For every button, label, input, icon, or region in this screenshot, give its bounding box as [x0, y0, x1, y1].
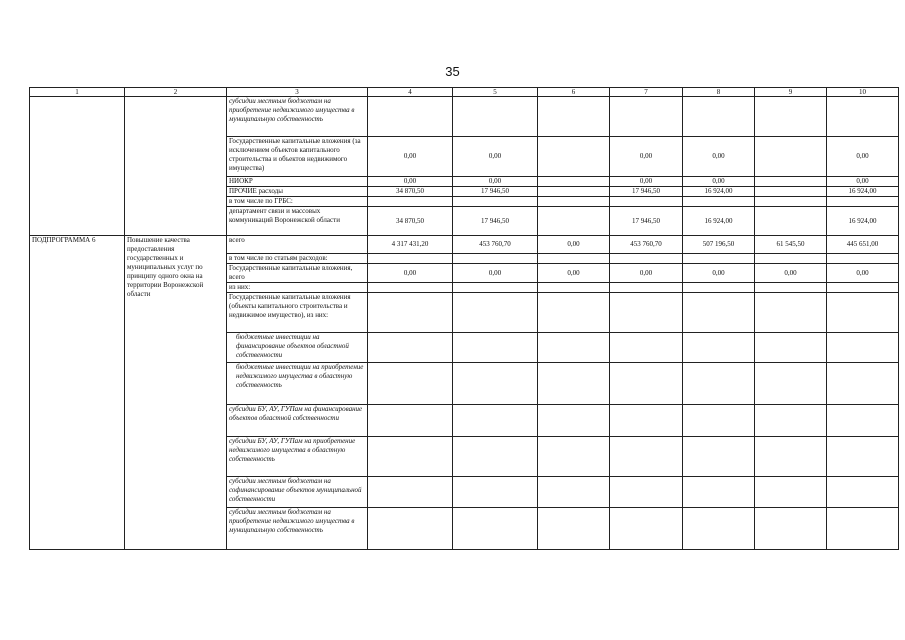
value-cell: 4 317 431,20	[368, 236, 453, 254]
value-cell	[538, 477, 610, 508]
page-number: 35	[445, 64, 460, 79]
value-cell	[538, 333, 610, 363]
value-cell	[538, 508, 610, 550]
value-cell	[453, 254, 538, 264]
value-cell	[453, 283, 538, 293]
value-cell	[827, 333, 899, 363]
value-cell	[683, 363, 755, 405]
value-cell: 0,00	[368, 137, 453, 177]
value-cell	[755, 254, 827, 264]
value-cell	[610, 197, 683, 207]
value-cell	[538, 207, 610, 236]
expense-item-cell: субсидии местным бюджетам на софинансирование объектов муниципальной собственности	[227, 477, 368, 508]
value-cell	[683, 254, 755, 264]
table-header-row	[30, 88, 899, 97]
value-cell	[755, 187, 827, 197]
value-cell	[538, 363, 610, 405]
column-header: 10	[827, 88, 899, 97]
program-cell	[30, 97, 125, 236]
expense-item-cell: Государственные капитальные вложения, всего	[227, 264, 368, 283]
value-cell	[755, 207, 827, 236]
value-cell: 453 760,70	[453, 236, 538, 254]
value-cell: 16 924,00	[827, 187, 899, 197]
value-cell	[683, 508, 755, 550]
value-cell: 34 870,50	[368, 207, 453, 236]
value-cell	[683, 437, 755, 477]
value-cell	[610, 283, 683, 293]
value-cell	[827, 508, 899, 550]
value-cell	[368, 363, 453, 405]
value-cell	[453, 405, 538, 437]
value-cell	[538, 254, 610, 264]
value-cell	[827, 477, 899, 508]
value-cell	[683, 293, 755, 333]
value-cell: 0,00	[368, 177, 453, 187]
value-cell	[755, 97, 827, 137]
value-cell: 17 946,50	[453, 207, 538, 236]
value-cell	[827, 363, 899, 405]
value-cell	[683, 333, 755, 363]
value-cell	[827, 197, 899, 207]
value-cell	[755, 437, 827, 477]
value-cell: 453 760,70	[610, 236, 683, 254]
expense-item-cell: субсидии местным бюджетам на приобретение недвижимого имущества в муниципальную собственность	[227, 97, 368, 137]
value-cell	[610, 437, 683, 477]
value-cell	[755, 137, 827, 177]
value-cell	[453, 437, 538, 477]
expense-item-cell: в том числе по статьям расходов:	[227, 254, 368, 264]
value-cell: 17 946,50	[453, 187, 538, 197]
expense-item-cell: субсидии БУ, АУ, ГУПам на финансирование объектов областной собственности	[227, 405, 368, 437]
expense-item-cell: всего	[227, 236, 368, 254]
value-cell: 445 651,00	[827, 236, 899, 254]
column-header: 9	[755, 88, 827, 97]
value-cell	[755, 508, 827, 550]
value-cell: 0,00	[755, 264, 827, 283]
program-name-cell	[125, 97, 227, 236]
value-cell	[453, 508, 538, 550]
value-cell	[453, 363, 538, 405]
value-cell	[827, 283, 899, 293]
value-cell	[610, 254, 683, 264]
expense-item-cell: из них:	[227, 283, 368, 293]
value-cell	[453, 197, 538, 207]
value-cell	[453, 97, 538, 137]
value-cell: 0,00	[538, 264, 610, 283]
value-cell	[368, 405, 453, 437]
value-cell	[368, 283, 453, 293]
value-cell	[538, 437, 610, 477]
value-cell	[453, 333, 538, 363]
value-cell	[538, 137, 610, 177]
value-cell	[368, 508, 453, 550]
value-cell	[538, 97, 610, 137]
column-header: 6	[538, 88, 610, 97]
value-cell	[683, 197, 755, 207]
value-cell	[538, 197, 610, 207]
value-cell: 0,00	[610, 177, 683, 187]
value-cell	[755, 405, 827, 437]
value-cell	[827, 405, 899, 437]
value-cell: 0,00	[453, 264, 538, 283]
value-cell	[827, 254, 899, 264]
expense-item-cell: ПРОЧИЕ расходы	[227, 187, 368, 197]
value-cell	[453, 477, 538, 508]
value-cell	[368, 333, 453, 363]
value-cell: 0,00	[610, 264, 683, 283]
value-cell	[755, 363, 827, 405]
value-cell	[538, 187, 610, 197]
column-header: 7	[610, 88, 683, 97]
program-cell: ПОДПРОГРАММА 6	[30, 236, 125, 550]
value-cell	[368, 97, 453, 137]
value-cell: 34 870,50	[368, 187, 453, 197]
value-cell: 17 946,50	[610, 207, 683, 236]
value-cell	[538, 177, 610, 187]
value-cell	[453, 293, 538, 333]
value-cell	[827, 293, 899, 333]
value-cell: 0,00	[827, 177, 899, 187]
value-cell: 0,00	[453, 177, 538, 187]
value-cell: 507 196,50	[683, 236, 755, 254]
value-cell: 16 924,00	[827, 207, 899, 236]
value-cell	[610, 333, 683, 363]
value-cell	[610, 477, 683, 508]
value-cell	[755, 283, 827, 293]
value-cell	[368, 293, 453, 333]
value-cell: 17 946,50	[610, 187, 683, 197]
expense-item-cell: бюджетные инвестиции на приобретение недвижимого имущества в областную собственность	[227, 363, 368, 405]
value-cell	[755, 177, 827, 187]
value-cell: 0,00	[453, 137, 538, 177]
value-cell	[827, 437, 899, 477]
column-header: 2	[125, 88, 227, 97]
column-header: 1	[30, 88, 125, 97]
column-header: 8	[683, 88, 755, 97]
expense-item-cell: департамент связи и массовых коммуникаций Воронежской области	[227, 207, 368, 236]
expense-item-cell: субсидии БУ, АУ, ГУПам на приобретение недвижимого имущества в областную собственность	[227, 437, 368, 477]
value-cell: 0,00	[368, 264, 453, 283]
expense-item-cell: НИОКР	[227, 177, 368, 187]
expense-item-cell: Государственные капитальные вложения (объекты капитального строительства и недвижимое имущество), из них:	[227, 293, 368, 333]
program-name-cell: Повышение качества предоставления государственных и муниципальных услуг по принципу одного окна на территории Воронежской области	[125, 236, 227, 550]
value-cell	[538, 283, 610, 293]
value-cell	[610, 363, 683, 405]
value-cell: 0,00	[827, 137, 899, 177]
value-cell	[755, 293, 827, 333]
expense-item-cell: Государственные капитальные вложения (за исключением объектов капитального строительства и объектов недвижимого имущества)	[227, 137, 368, 177]
value-cell	[683, 405, 755, 437]
value-cell: 0,00	[610, 137, 683, 177]
expense-item-cell: субсидии местным бюджетам на приобретение недвижимого имущества в муниципальную собственность	[227, 508, 368, 550]
value-cell	[755, 197, 827, 207]
budget-table	[29, 87, 899, 550]
expense-item-cell: бюджетные инвестиции на финансирование объектов областной собственности	[227, 333, 368, 363]
value-cell	[755, 333, 827, 363]
value-cell: 0,00	[683, 177, 755, 187]
value-cell	[368, 254, 453, 264]
value-cell	[827, 97, 899, 137]
value-cell	[368, 197, 453, 207]
value-cell: 16 924,00	[683, 187, 755, 197]
value-cell: 0,00	[683, 137, 755, 177]
value-cell	[368, 437, 453, 477]
value-cell: 16 924,00	[683, 207, 755, 236]
column-header: 3	[227, 88, 368, 97]
table-row	[30, 97, 899, 137]
value-cell: 0,00	[683, 264, 755, 283]
value-cell	[610, 405, 683, 437]
value-cell	[610, 97, 683, 137]
value-cell	[683, 477, 755, 508]
value-cell	[755, 477, 827, 508]
value-cell	[610, 508, 683, 550]
column-header: 5	[453, 88, 538, 97]
table-row	[30, 236, 899, 254]
value-cell	[683, 283, 755, 293]
value-cell	[610, 293, 683, 333]
value-cell: 0,00	[827, 264, 899, 283]
value-cell	[683, 97, 755, 137]
value-cell	[538, 405, 610, 437]
value-cell: 61 545,50	[755, 236, 827, 254]
value-cell: 0,00	[538, 236, 610, 254]
expense-item-cell: в том числе по ГРБС:	[227, 197, 368, 207]
value-cell	[368, 477, 453, 508]
column-header: 4	[368, 88, 453, 97]
value-cell	[538, 293, 610, 333]
